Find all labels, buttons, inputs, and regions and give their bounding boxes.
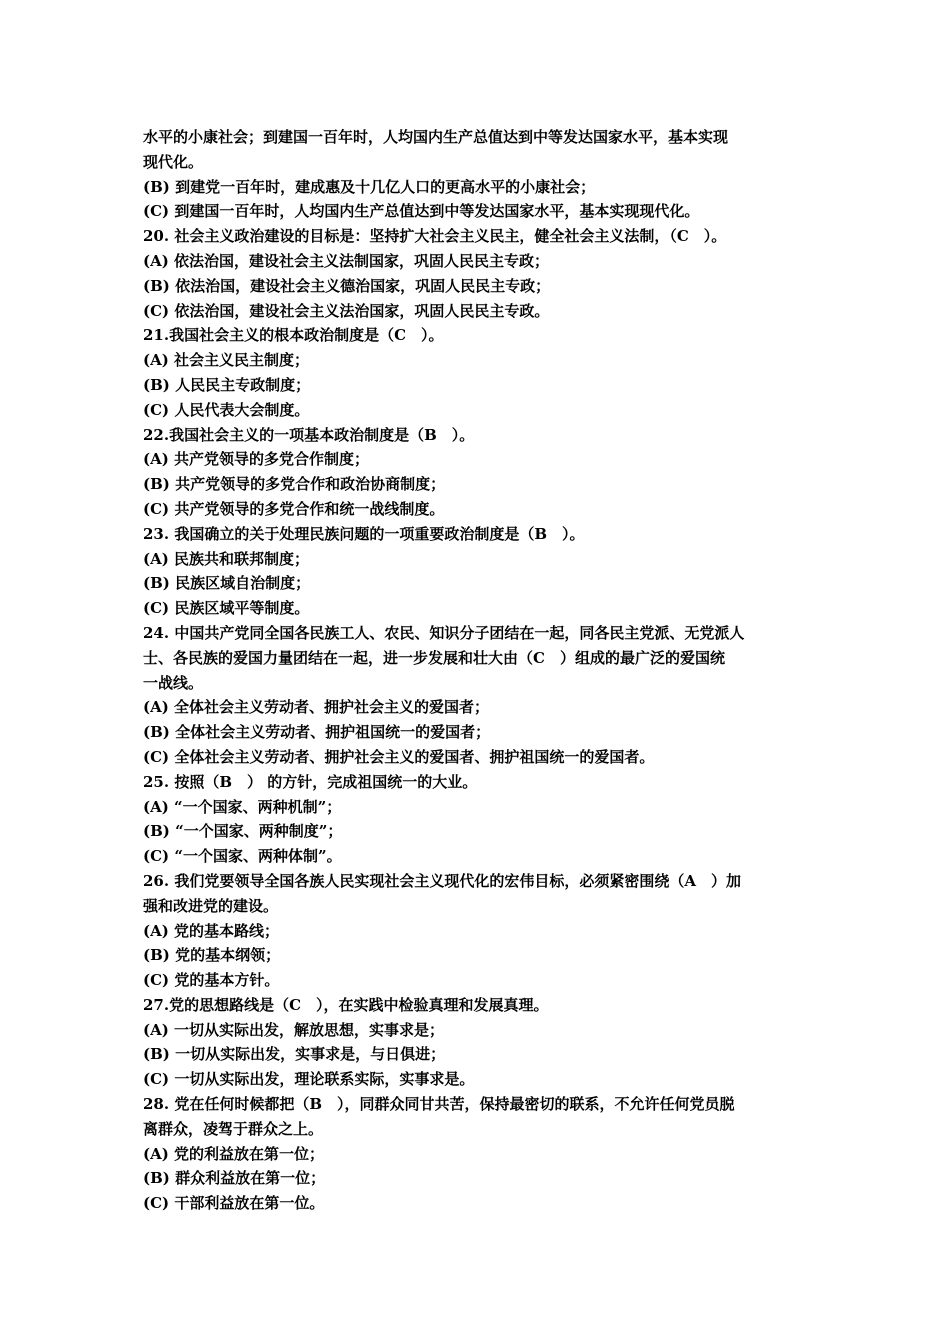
option-b: (B) 人民民主专政制度；	[143, 375, 311, 394]
question-23: 23. 我国确立的关于处理民族问题的一项重要政治制度是（B ）。	[143, 524, 585, 543]
option-c: (C) 人民代表大会制度。	[143, 400, 310, 419]
option-b: (B) “一个国家、两种制度”；	[143, 822, 343, 841]
option-a: (A) 民族共和联邦制度；	[143, 549, 310, 568]
question-20: 20. 社会主义政治建设的目标是：坚持扩大社会主义民主，健全社会主义法制，（C ）。	[143, 227, 727, 246]
option-b: (B) 共产党领导的多党合作和政治协商制度；	[143, 475, 446, 494]
option-c: (C) 党的基本方针。	[143, 971, 280, 990]
option-b: (B) 群众利益放在第一位；	[143, 1169, 326, 1188]
option-a: (A) 社会主义民主制度；	[143, 351, 310, 370]
question-26-cont: 强和改进党的建设。	[143, 896, 279, 915]
question-24: 24. 中国共产党同全国各民族工人、农民、知识分子团结在一起，同各民主党派、无党派人	[143, 623, 745, 642]
document-body	[143, 125, 813, 1216]
option-c: (C) “一个国家、两种体制”。	[143, 847, 342, 866]
question-27: 27.党的思想路线是（C ），在实践中检验真理和发展真理。	[143, 995, 549, 1014]
question-28: 28. 党在任何时候都把（B ），同群众同甘共苦，保持最密切的联系，不允许任何党员脱	[143, 1095, 735, 1114]
question-22: 22.我国社会主义的一项基本政治制度是（B ）。	[143, 425, 475, 444]
option-b: (B) 党的基本纲领；	[143, 946, 281, 965]
option-c: (C) 依法治国，建设社会主义法治国家，巩固人民民主专政。	[143, 301, 550, 320]
option-b: (B) 到建党一百年时，建成惠及十几亿人口的更高水平的小康社会；	[143, 177, 596, 196]
option-a: (A) 依法治国，建设社会主义法制国家，巩固人民民主专政；	[143, 251, 550, 270]
option-c: (C) 一切从实际出发，理论联系实际，实事求是。	[143, 1070, 475, 1089]
question-26: 26. 我们党要领导全国各族人民实现社会主义现代化的宏伟目标，必须紧密围绕（A ）加	[143, 871, 741, 890]
option-a: (A) 共产党领导的多党合作制度；	[143, 450, 370, 469]
text-line: 现代化。	[143, 152, 204, 171]
option-a: (A) 一切从实际出发，解放思想，实事求是；	[143, 1020, 445, 1039]
text-line: 水平的小康社会；到建国一百年时，人均国内生产总值达到中等发达国家水平，基本实现	[143, 128, 729, 146]
option-a: (A) “一个国家、两种机制”；	[143, 797, 342, 816]
question-24-cont: 士、各民族的爱国力量团结在一起，进一步发展和壮大由（C ）组成的最广泛的爱国统	[143, 648, 725, 667]
question-21: 21.我国社会主义的根本政治制度是（C ）。	[143, 326, 444, 345]
question-28-cont: 离群众，凌驾于群众之上。	[143, 1119, 324, 1138]
option-b: (B) 依法治国，建设社会主义德治国家，巩固人民民主专政；	[143, 276, 551, 295]
question-25: 25. 按照（B ） 的方针，完成祖国统一的大业。	[143, 772, 478, 791]
option-b: (B) 全体社会主义劳动者、拥护祖国统一的爱国者；	[143, 723, 491, 742]
option-a: (A) 全体社会主义劳动者、拥护社会主义的爱国者；	[143, 698, 490, 717]
option-c: (C) 到建国一百年时，人均国内生产总值达到中等发达国家水平，基本实现现代化。	[143, 202, 700, 221]
option-b: (B) 一切从实际出发，实事求是，与日俱进；	[143, 1045, 446, 1064]
option-c: (C) 全体社会主义劳动者、拥护社会主义的爱国者、拥护祖国统一的爱国者。	[143, 747, 655, 766]
option-a: (A) 党的基本路线；	[143, 921, 280, 940]
option-c: (C) 民族区域平等制度。	[143, 599, 310, 618]
option-b: (B) 民族区域自治制度；	[143, 574, 311, 593]
question-24-cont: 一战线。	[143, 673, 204, 692]
option-c: (C) 共产党领导的多党合作和统一战线制度。	[143, 499, 445, 518]
option-c: (C) 干部利益放在第一位。	[143, 1194, 325, 1213]
option-a: (A) 党的利益放在第一位；	[143, 1144, 325, 1163]
